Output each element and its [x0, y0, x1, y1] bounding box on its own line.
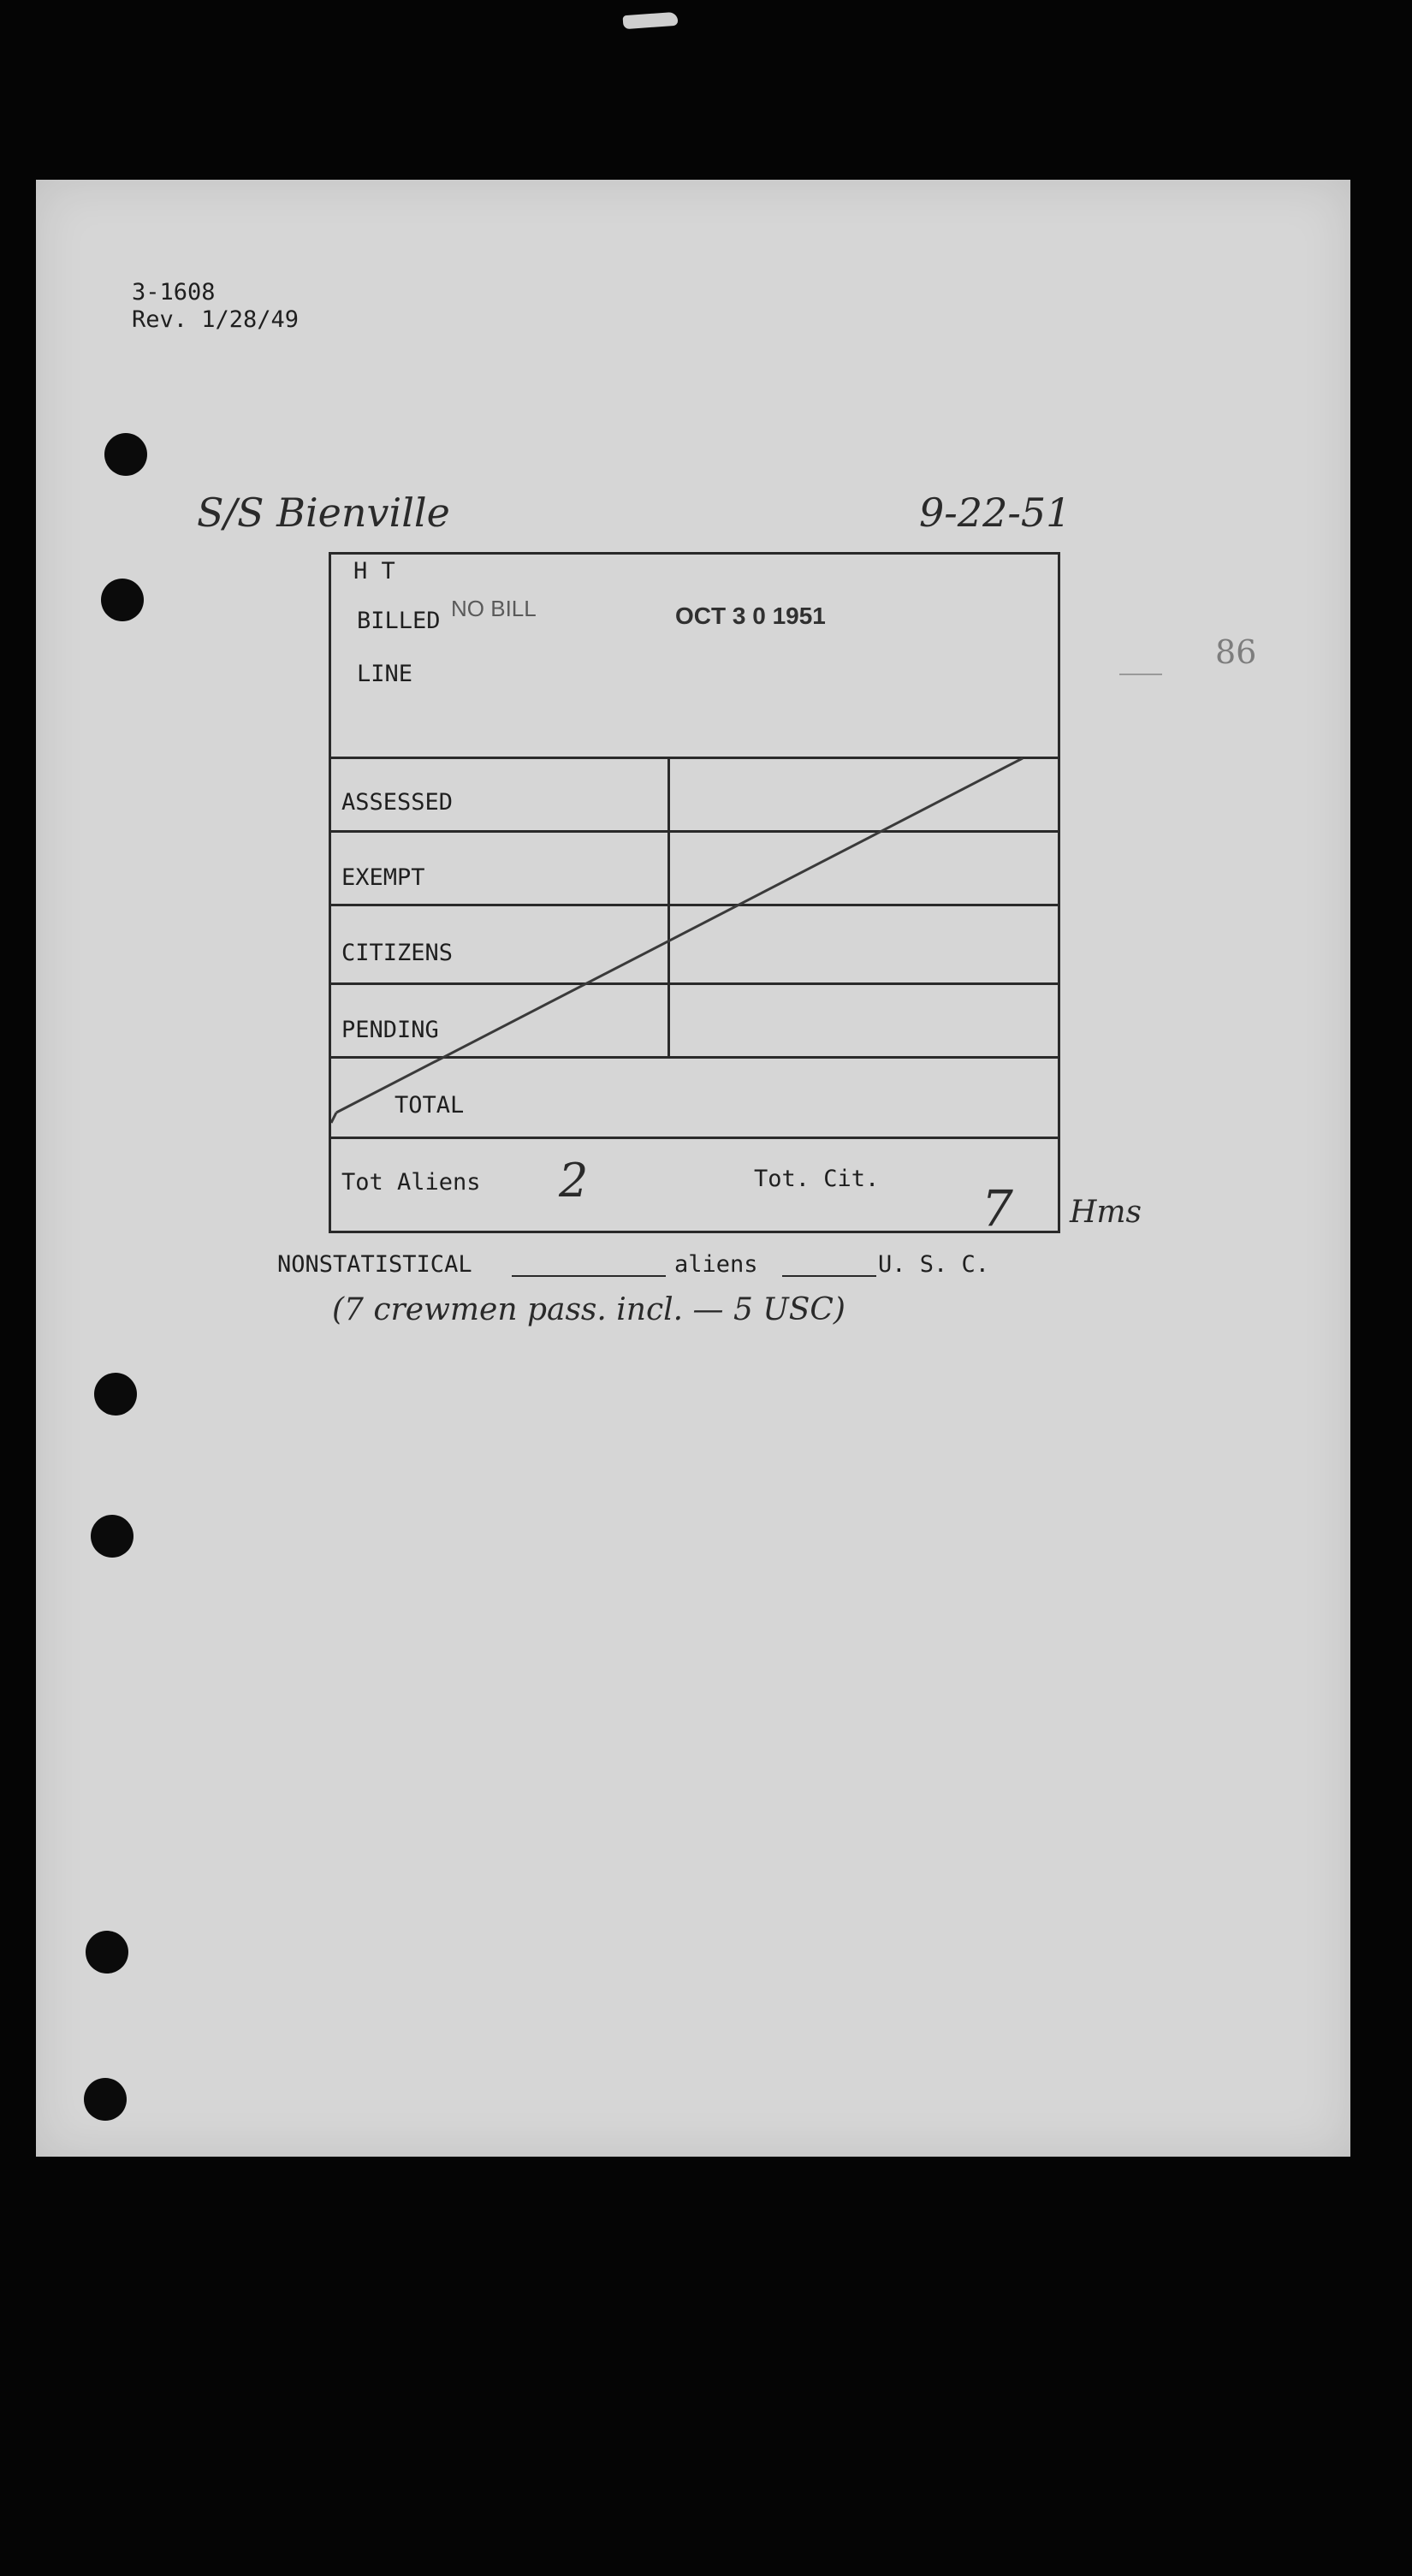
punch-hole	[91, 1515, 133, 1558]
margin-tick	[1119, 674, 1162, 675]
margin-number: 86	[1215, 633, 1257, 671]
form-number: 3-1608	[132, 279, 216, 306]
tot-aliens-value: 2	[559, 1154, 589, 1208]
billed-label: BILLED	[357, 608, 441, 634]
row-label-citizens: CITIZENS	[341, 940, 454, 966]
punch-hole	[86, 1931, 128, 1974]
tot-cit-value: 7	[982, 1179, 1013, 1238]
nonstatistical-note: (7 crewmen pass. incl. — 5 USC)	[332, 1292, 845, 1327]
date-stamp: OCT 3 0 1951	[675, 602, 826, 629]
nonstatistical-label: NONSTATISTICAL	[277, 1251, 472, 1278]
punch-hole	[101, 579, 144, 621]
punch-hole	[84, 2078, 127, 2121]
arrival-date: 9-22-51	[919, 490, 1071, 536]
side-note: Hms	[1070, 1195, 1142, 1230]
line-label: LINE	[357, 661, 413, 687]
blank-line	[512, 1275, 666, 1277]
form-revision: Rev. 1/28/49	[132, 306, 300, 333]
row-label-exempt: EXEMPT	[341, 864, 425, 891]
total-label: TOTAL	[395, 1092, 465, 1119]
row-label-assessed: ASSESSED	[341, 789, 454, 816]
punch-hole	[94, 1373, 137, 1416]
row-label-pending: PENDING	[341, 1017, 439, 1043]
aliens-label: aliens	[674, 1251, 758, 1278]
punch-hole	[104, 433, 147, 476]
document-sheet	[36, 180, 1350, 2157]
manifest-form	[329, 552, 1060, 1238]
tot-cit-label: Tot. Cit.	[754, 1166, 880, 1192]
paper-clip	[623, 12, 679, 29]
no-bill-stamp: NO BILL	[451, 596, 537, 621]
strike-through-line	[331, 555, 1063, 1236]
usc-label: U. S. C.	[878, 1251, 990, 1278]
ht-label: H T	[353, 558, 395, 585]
ship-name: S/S Bienville	[197, 490, 450, 536]
blank-line	[782, 1275, 876, 1277]
tot-aliens-label: Tot Aliens	[341, 1169, 481, 1196]
